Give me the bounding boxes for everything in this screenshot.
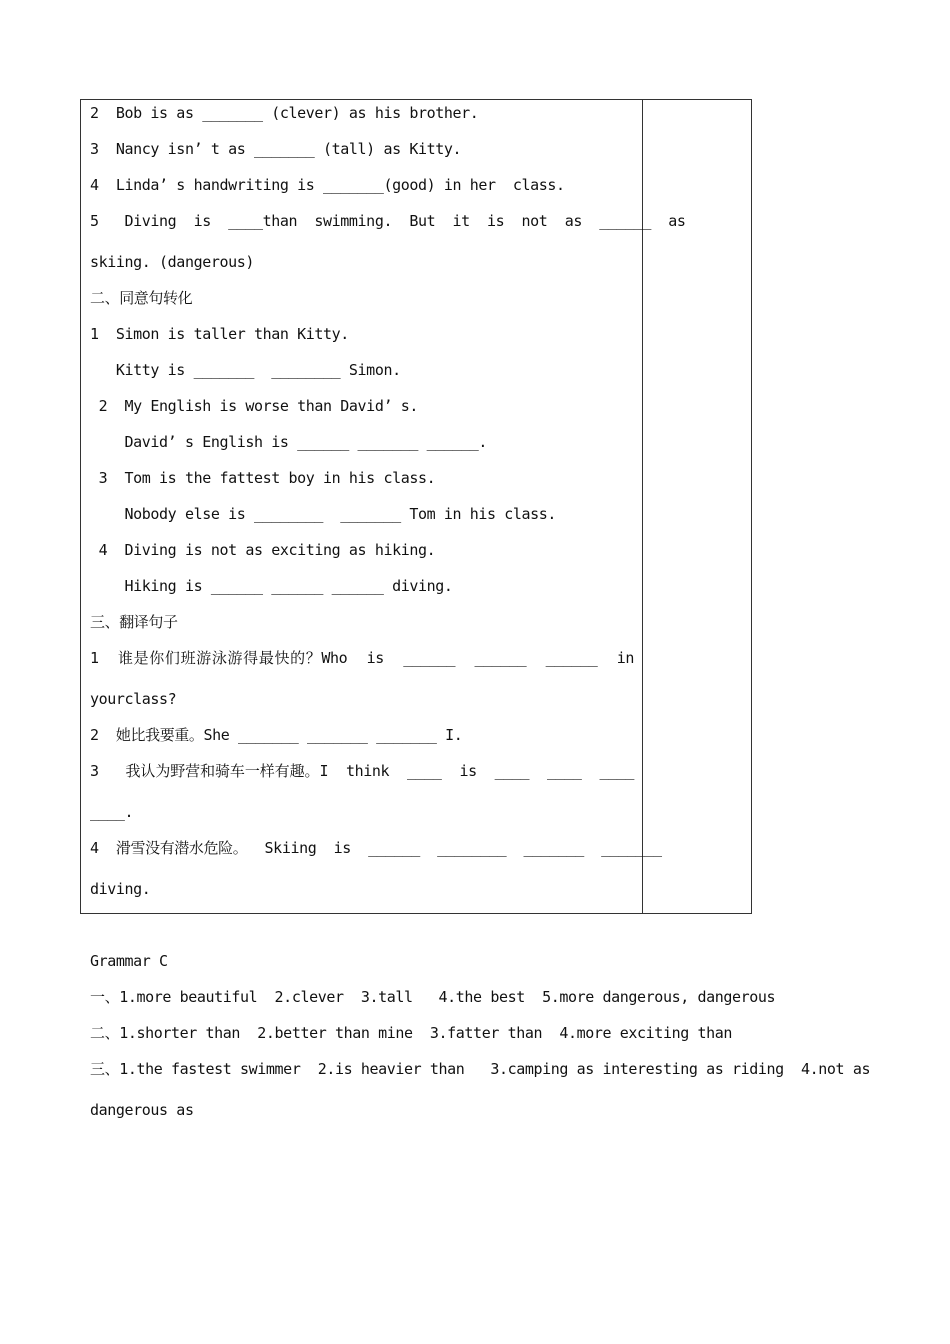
section2-heading: 二、同意句转化 — [90, 289, 193, 307]
s2-item-4: 4 Diving is not as exciting as hiking. — [90, 541, 436, 559]
fill-item-2: 2 Bob is as _______ (clever) as his brother. — [90, 104, 479, 122]
s2-item-1-answer: Kitty is _______ ________ Simon. — [90, 361, 401, 379]
fill-item-5: 5 Diving is ____than swimming. But it is not as ______ as — [90, 212, 686, 230]
s3-item-1-cont: yourclass? — [90, 690, 177, 708]
s2-item-3: 3 Tom is the fattest boy in his class. — [90, 469, 436, 487]
s2-item-2-answer: David’ s English is ______ _______ ______. — [90, 433, 488, 451]
s3-item-3-cont: ____. — [90, 803, 134, 821]
section3-heading: 三、翻译句子 — [90, 613, 178, 631]
answer-key-section3: 三、1.the fastest swimmer 2.is heavier than 3.camping as interesting as riding 4.not as — [90, 1060, 871, 1078]
s3-item-4-cont: diving. — [90, 880, 151, 898]
s3-item-2: 2 她比我要重。She _______ _______ _______ I. — [90, 726, 463, 744]
s2-item-1: 1 Simon is taller than Kitty. — [90, 325, 349, 343]
s3-item-1: 1 谁是你们班游泳游得最快的？Who is ______ ______ ______ in — [90, 649, 634, 667]
s2-item-2: 2 My English is worse than David’ s. — [90, 397, 418, 415]
answer-key-section1: 一、1.more beautiful 2.clever 3.tall 4.the best 5.more dangerous, dangerous — [90, 988, 776, 1006]
answer-key-section2: 二、1.shorter than 2.better than mine 3.fatter than 4.more exciting than — [90, 1024, 732, 1042]
s2-item-4-answer: Hiking is ______ ______ ______ diving. — [90, 577, 453, 595]
s3-item-3: 3 我认为野营和骑车一样有趣。I think ____ is ____ ____ ____ — [90, 762, 634, 780]
fill-item-3: 3 Nancy isn’ t as _______ (tall) as Kitty. — [90, 140, 462, 158]
answer-key-section3-cont: dangerous as — [90, 1101, 194, 1119]
fill-item-5-cont: skiing. (dangerous) — [90, 253, 254, 271]
fill-item-4: 4 Linda’ s handwriting is _______(good) in her class. — [90, 176, 565, 194]
answer-key-title: Grammar C — [90, 952, 168, 970]
s3-item-4: 4 滑雪没有潜水危险。 Skiing is ______ ________ _______ _______ — [90, 839, 662, 857]
s2-item-3-answer: Nobody else is ________ _______ Tom in his class. — [90, 505, 557, 523]
